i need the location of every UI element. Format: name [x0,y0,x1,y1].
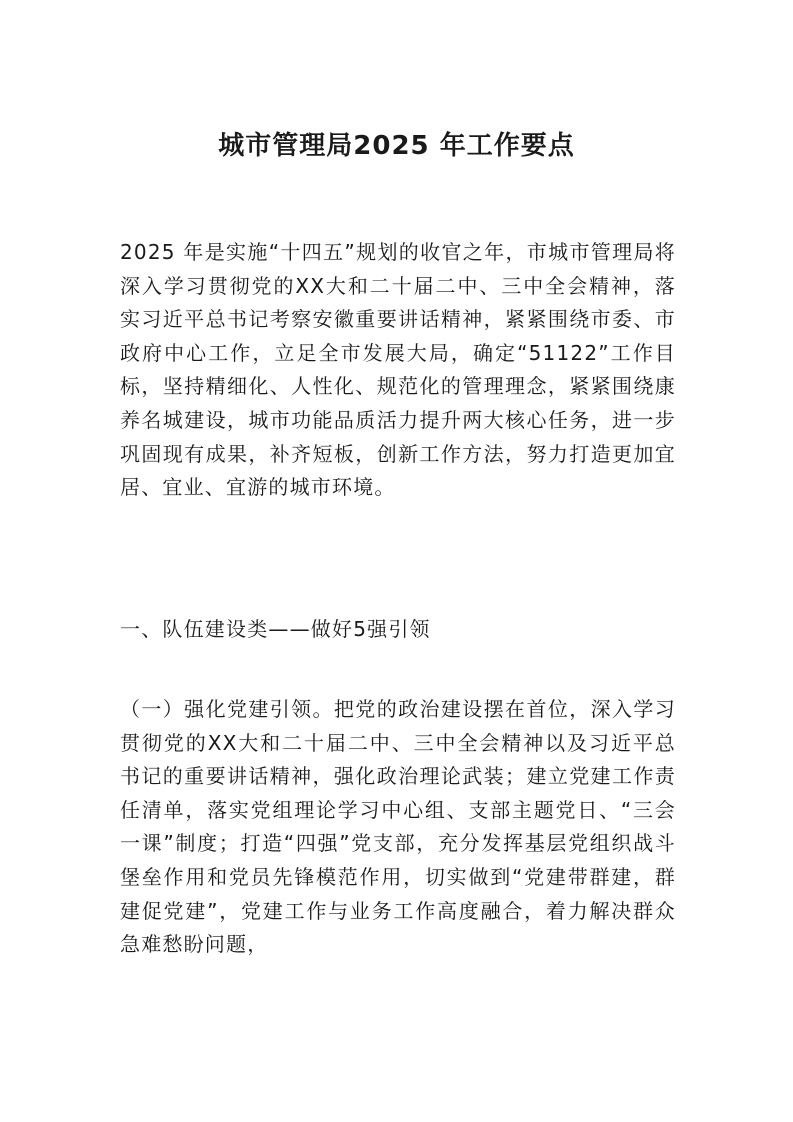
section-paragraph: （一）强化党建引领。把党的政治建设摆在首位，深入学习贯彻党的XX大和二十届二中、三中全会精神以及习近平总书记的重要讲话精神，强化政治理论武装；建立党建工作责任清单，落实党组理论学习中心组、支部主题党日、“三会一课”制度；打造“四强”党支部，充分发挥基层党组织战斗堡垒作用和党员先锋模范作用，切实做到“党建带群建，群建促党建”，党建工作与业务工作高度融合，着力解决群众急难愁盼问题， [120,697,676,957]
section-heading: 一、队伍建设类——做好5强引领 [120,617,431,641]
intro-paragraph: 2025 年是实施“十四五”规划的收官之年，市城市管理局将深入学习贯彻党的XX大和二十届二中、三中全会精神，落实习近平总书记考察安徽重要讲话精神，紧紧围绕市委、市政府中心工作，立足全市发展大局，确定“51122”工作目标，坚持精细化、人性化、规范化的管理理念，紧紧围绕康养名城建设，城市功能品质活力提升两大核心任务，进一步巩固现有成果，补齐短板，创新工作方法，努力打造更加宜居、宜业、宜游的城市环境。 [120,240,676,500]
document-title: 城市管理局2025 年工作要点 [218,131,575,161]
